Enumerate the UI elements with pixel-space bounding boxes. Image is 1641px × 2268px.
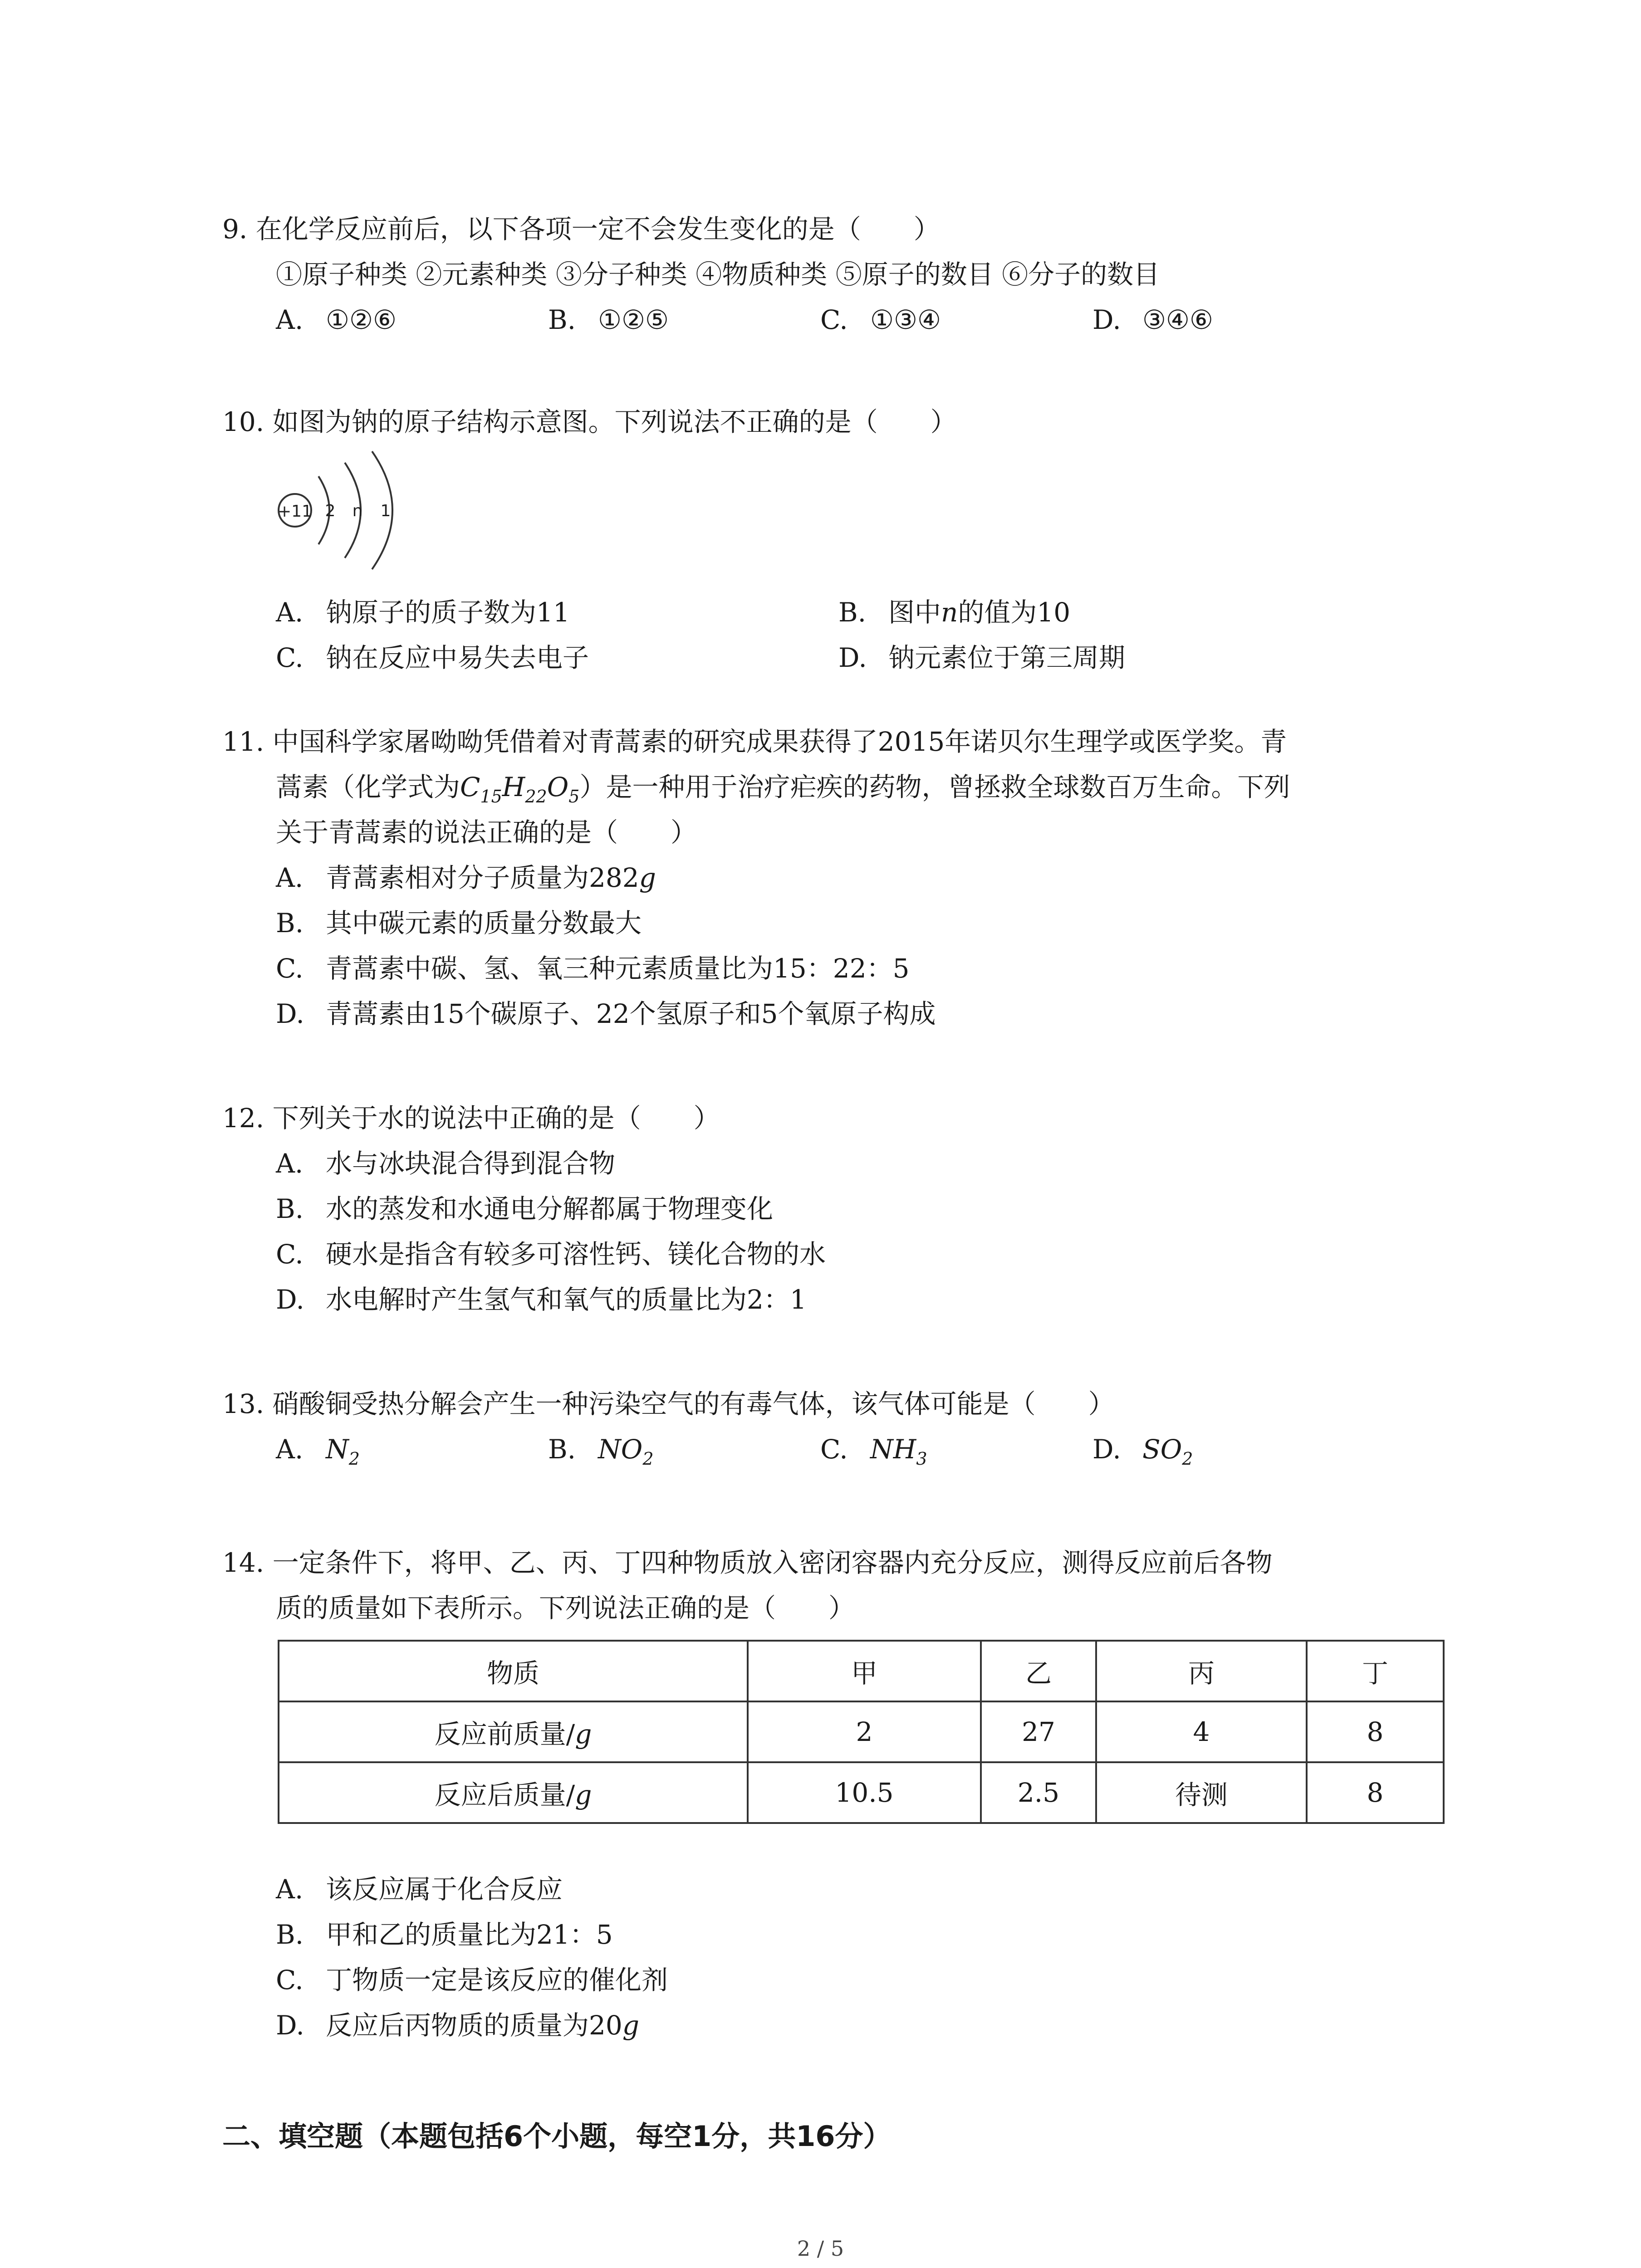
question-items: ①原子种类 ②元素种类 ③分子种类 ④物质种类 ⑤原子的数目 ⑥分子的数目 (276, 259, 1160, 290)
option-c: C. ①③④ (820, 304, 941, 335)
option-a: A. ①②⑥ (276, 304, 397, 335)
option-b: B. 图中n的值为10 (838, 597, 1071, 628)
table-cell: 甲 (748, 1641, 981, 1701)
options-list (222, 1867, 1447, 2048)
options-list (222, 855, 1447, 1036)
section-heading: 二、填空题（本题包括6个小题，每空1分，共16分） (222, 2120, 892, 2153)
question-9 (222, 206, 1447, 342)
page-number: 2 / 5 (797, 2236, 844, 2261)
mass-data-table (278, 1640, 1445, 1824)
option-b: B. 水的蒸发和水通电分解都属于物理变化 (276, 1193, 774, 1224)
options-row (222, 297, 1447, 342)
table-header-row (279, 1641, 1444, 1701)
table-row (279, 1762, 1444, 1823)
question-14-options (222, 1867, 1447, 2048)
question-stem-line-1: 11. 中国科学家屠呦呦凭借着对青蒿素的研究成果获得了2015年诺贝尔生理学或医学奖。青 (222, 726, 1287, 757)
table-cell: 反应前质量/g (279, 1701, 748, 1762)
option-b: B. 其中碳元素的质量分数最大 (276, 908, 642, 938)
options-list (222, 1141, 1447, 1322)
table-cell: 物质 (279, 1641, 748, 1701)
option-c: C. 丁物质一定是该反应的催化剂 (276, 1965, 668, 1995)
table-cell: 8 (1307, 1762, 1444, 1823)
option-a: A. $N_2$ (276, 1434, 360, 1469)
option-b: B. $NO_2$ (548, 1434, 654, 1469)
question-stem: 10. 如图为钠的原子结构示意图。下列说法不正确的是（ ） (222, 406, 957, 437)
table-cell: 反应后质量/g (279, 1762, 748, 1823)
question-stem-line-1: 14. 一定条件下，将甲、乙、丙、丁四种物质放入密闭容器内充分反应，测得反应前后各物 (222, 1547, 1273, 1578)
options-row (222, 635, 1447, 680)
shell-1-electrons: 2 (325, 502, 336, 520)
option-c: C. 青蒿素中碳、氢、氧三种元素质量比为15：22：5 (276, 953, 910, 984)
table-cell: 丁 (1307, 1641, 1444, 1701)
question-stem: 12. 下列关于水的说法中正确的是（ ） (222, 1103, 720, 1134)
table-cell: 丙 (1096, 1641, 1307, 1701)
option-a: A. 钠原子的质子数为11 (276, 597, 570, 628)
options-row (222, 590, 1447, 635)
options-row (222, 1427, 1447, 1472)
option-b: B. 甲和乙的质量比为21：5 (276, 1919, 613, 1950)
option-c: C. 钠在反应中易失去电子 (276, 642, 589, 673)
question-14 (222, 1540, 1447, 1631)
option-d: D. 反应后丙物质的质量为20g (276, 2010, 639, 2041)
table-cell: 10.5 (748, 1762, 981, 1823)
question-stem: 9. 在化学反应前后，以下各项一定不会发生变化的是（ ） (222, 214, 940, 244)
question-stem: 13. 硝酸铜受热分解会产生一种污染空气的有毒气体，该气体可能是（ ） (222, 1388, 1115, 1419)
nucleus-label: +11 (278, 502, 312, 521)
question-13 (222, 1381, 1447, 1472)
question-stem-line-2: 质的质量如下表所示。下列说法正确的是（ ） (276, 1593, 855, 1623)
question-12 (222, 1095, 1447, 1322)
option-c: C. $NH_3$ (820, 1434, 927, 1469)
option-a: A. 该反应属于化合反应 (276, 1874, 563, 1905)
option-a: A. 青蒿素相对分子质量为282g (276, 862, 656, 893)
option-d: D. $SO_2$ (1092, 1434, 1193, 1469)
table-cell: 8 (1307, 1701, 1444, 1762)
question-stem-line-2: 蒿素（化学式为$C_{15}H_{22}O_5$）是一种用于治疗疟疾的药物，曾拯救全球数百万生命。下列 (276, 772, 1290, 807)
shell-2-electrons: n (352, 502, 363, 520)
table-cell: 待测 (1096, 1762, 1307, 1823)
table-cell: 2 (748, 1701, 981, 1762)
question-stem-line-3: 关于青蒿素的说法正确的是（ ） (276, 817, 697, 848)
option-b: B. ①②⑤ (548, 304, 669, 335)
option-d: D. 青蒿素由15个碳原子、22个氢原子和5个氧原子构成 (276, 998, 936, 1029)
table-row (279, 1701, 1444, 1762)
option-d: D. 钠元素位于第三周期 (838, 642, 1126, 673)
option-d: D. ③④⑥ (1092, 304, 1213, 335)
question-10 (222, 399, 1447, 680)
table-cell: 4 (1096, 1701, 1307, 1762)
question-11 (222, 719, 1447, 1036)
table-cell: 2.5 (981, 1762, 1096, 1823)
option-c: C. 硬水是指含有较多可溶性钙、镁化合物的水 (276, 1239, 826, 1270)
shell-3-electrons: 1 (380, 502, 391, 520)
option-d: D. 水电解时产生氢气和氧气的质量比为2：1 (276, 1284, 807, 1315)
table-cell: 乙 (981, 1641, 1096, 1701)
sodium-atom-diagram (277, 449, 413, 572)
option-a: A. 水与冰块混合得到混合物 (276, 1148, 616, 1179)
chemical-formula: $C_{15}H_{22}O_5$ (460, 772, 580, 807)
table-cell: 27 (981, 1701, 1096, 1762)
